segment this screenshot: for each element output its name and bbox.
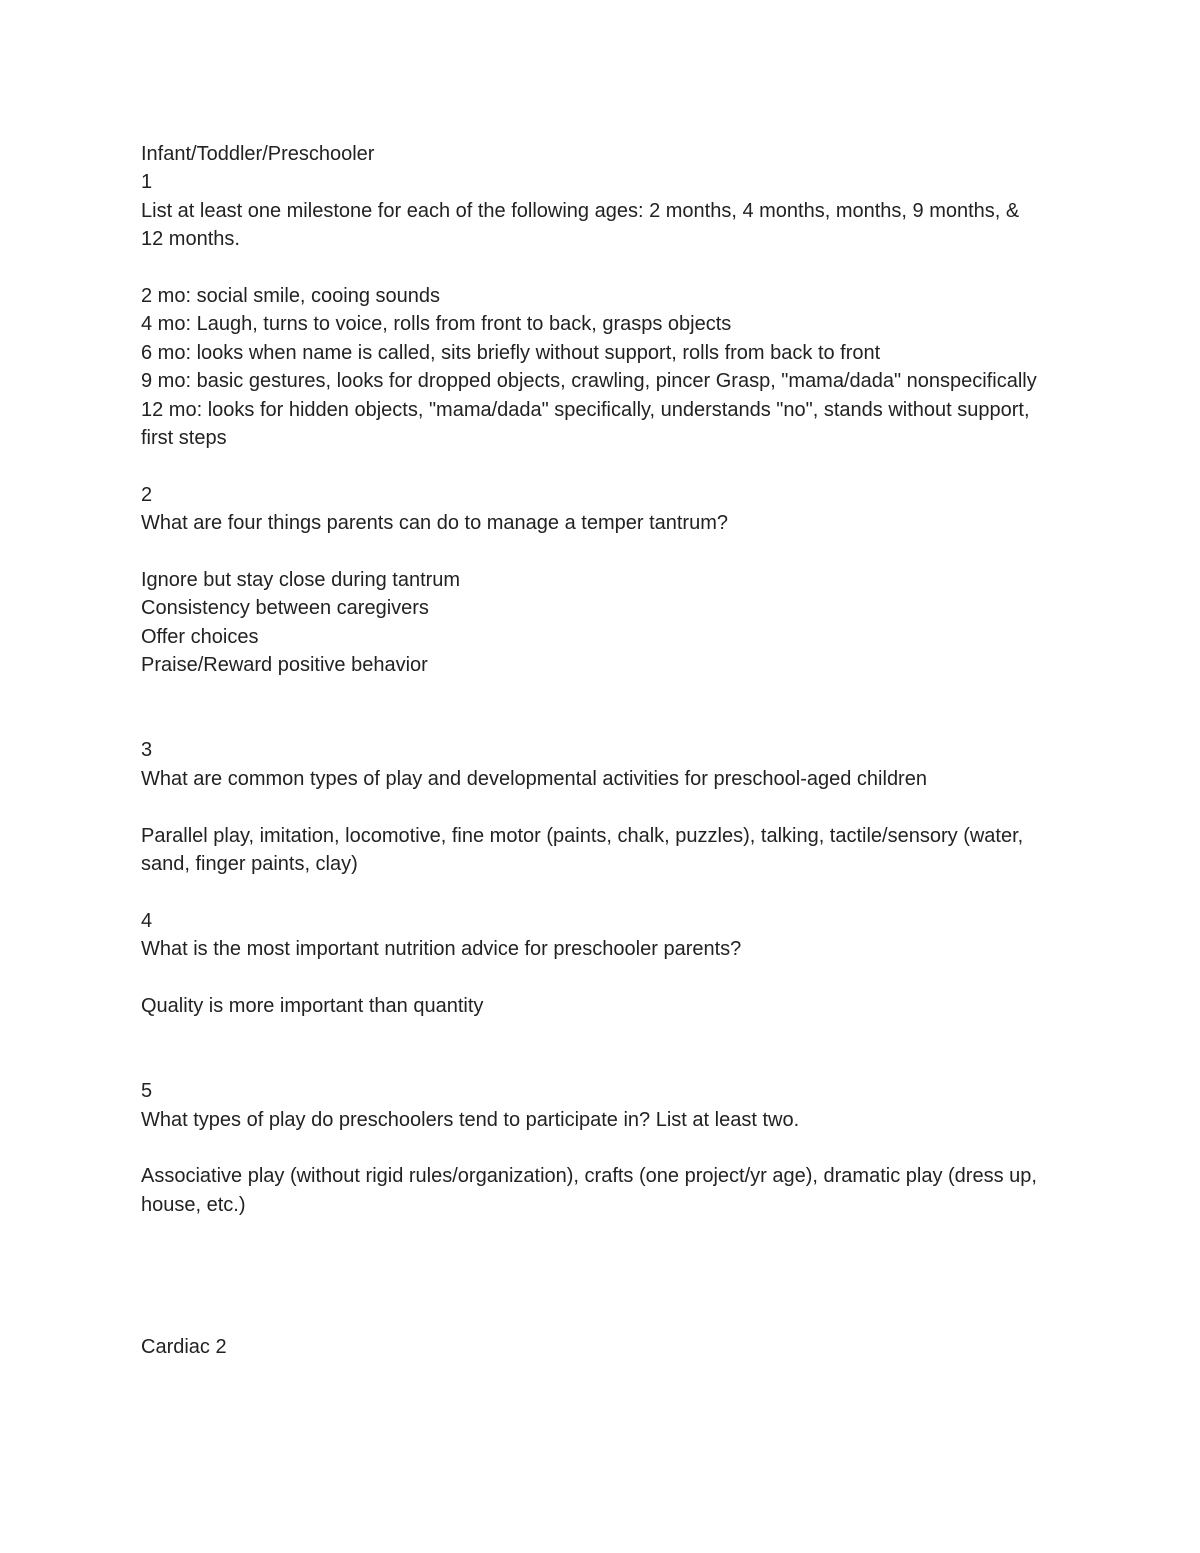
answer-line: 4 mo: Laugh, turns to voice, rolls from front to back, grasps objects xyxy=(141,313,732,336)
spacer xyxy=(141,1134,1041,1162)
spacer xyxy=(141,1219,1041,1333)
answer-line: Quality is more important than quantity xyxy=(141,995,484,1018)
answer-line: 6 mo: looks when name is called, sits briefly without support, rolls from back to front xyxy=(141,341,881,364)
question-text: What is the most important nutrition advice for preschooler parents? xyxy=(141,938,742,961)
question-text: What types of play do preschoolers tend to participate in? List at least two. xyxy=(141,1108,800,1131)
question-number: 5 xyxy=(141,1080,153,1103)
question-text: List at least one milestone for each of the following ages: 2 months, 4 months, months, 9 months, & 12 months. xyxy=(141,199,1025,251)
question-text: What are common types of play and developmental activities for preschool-aged children xyxy=(141,767,927,790)
question-number: 3 xyxy=(141,739,153,762)
spacer xyxy=(141,793,1041,821)
answer-line: 12 mo: looks for hidden objects, "mama/dada" specifically, understands "no", stands without support, first steps xyxy=(141,398,1036,450)
answer-line: Praise/Reward positive behavior xyxy=(141,654,428,677)
answer-line: Parallel play, imitation, locomotive, fine motor (paints, chalk, puzzles), talking, tactile/sensory (water, sand, finger paints, clay) xyxy=(141,824,1029,876)
answer-line: Consistency between caregivers xyxy=(141,597,429,620)
spacer xyxy=(141,452,1041,480)
spacer xyxy=(141,680,1041,737)
answer-line: Offer choices xyxy=(141,625,259,648)
spacer xyxy=(141,538,1041,566)
answer-line: Ignore but stay close during tantrum xyxy=(141,569,461,592)
next-section-heading: Cardiac 2 xyxy=(141,1335,227,1358)
document-title: Infant/Toddler/Preschooler xyxy=(141,143,375,165)
spacer xyxy=(141,878,1041,906)
answer-line: 9 mo: basic gestures, looks for dropped objects, crawling, pincer Grasp, "mama/dada" nonspecifically xyxy=(141,370,1037,393)
spacer xyxy=(141,1020,1041,1077)
question-text: What are four things parents can do to manage a temper tantrum? xyxy=(141,512,728,535)
answer-line: 2 mo: social smile, cooing sounds xyxy=(141,285,441,308)
question-number: 2 xyxy=(141,483,153,506)
spacer xyxy=(141,964,1041,992)
document-body xyxy=(141,140,1041,1361)
question-number: 4 xyxy=(141,909,153,932)
question-number: 1 xyxy=(141,171,153,194)
spacer xyxy=(141,254,1041,282)
answer-line: Associative play (without rigid rules/organization), crafts (one project/yr age), dramatic play (dress up, house, etc.) xyxy=(141,1165,1043,1216)
